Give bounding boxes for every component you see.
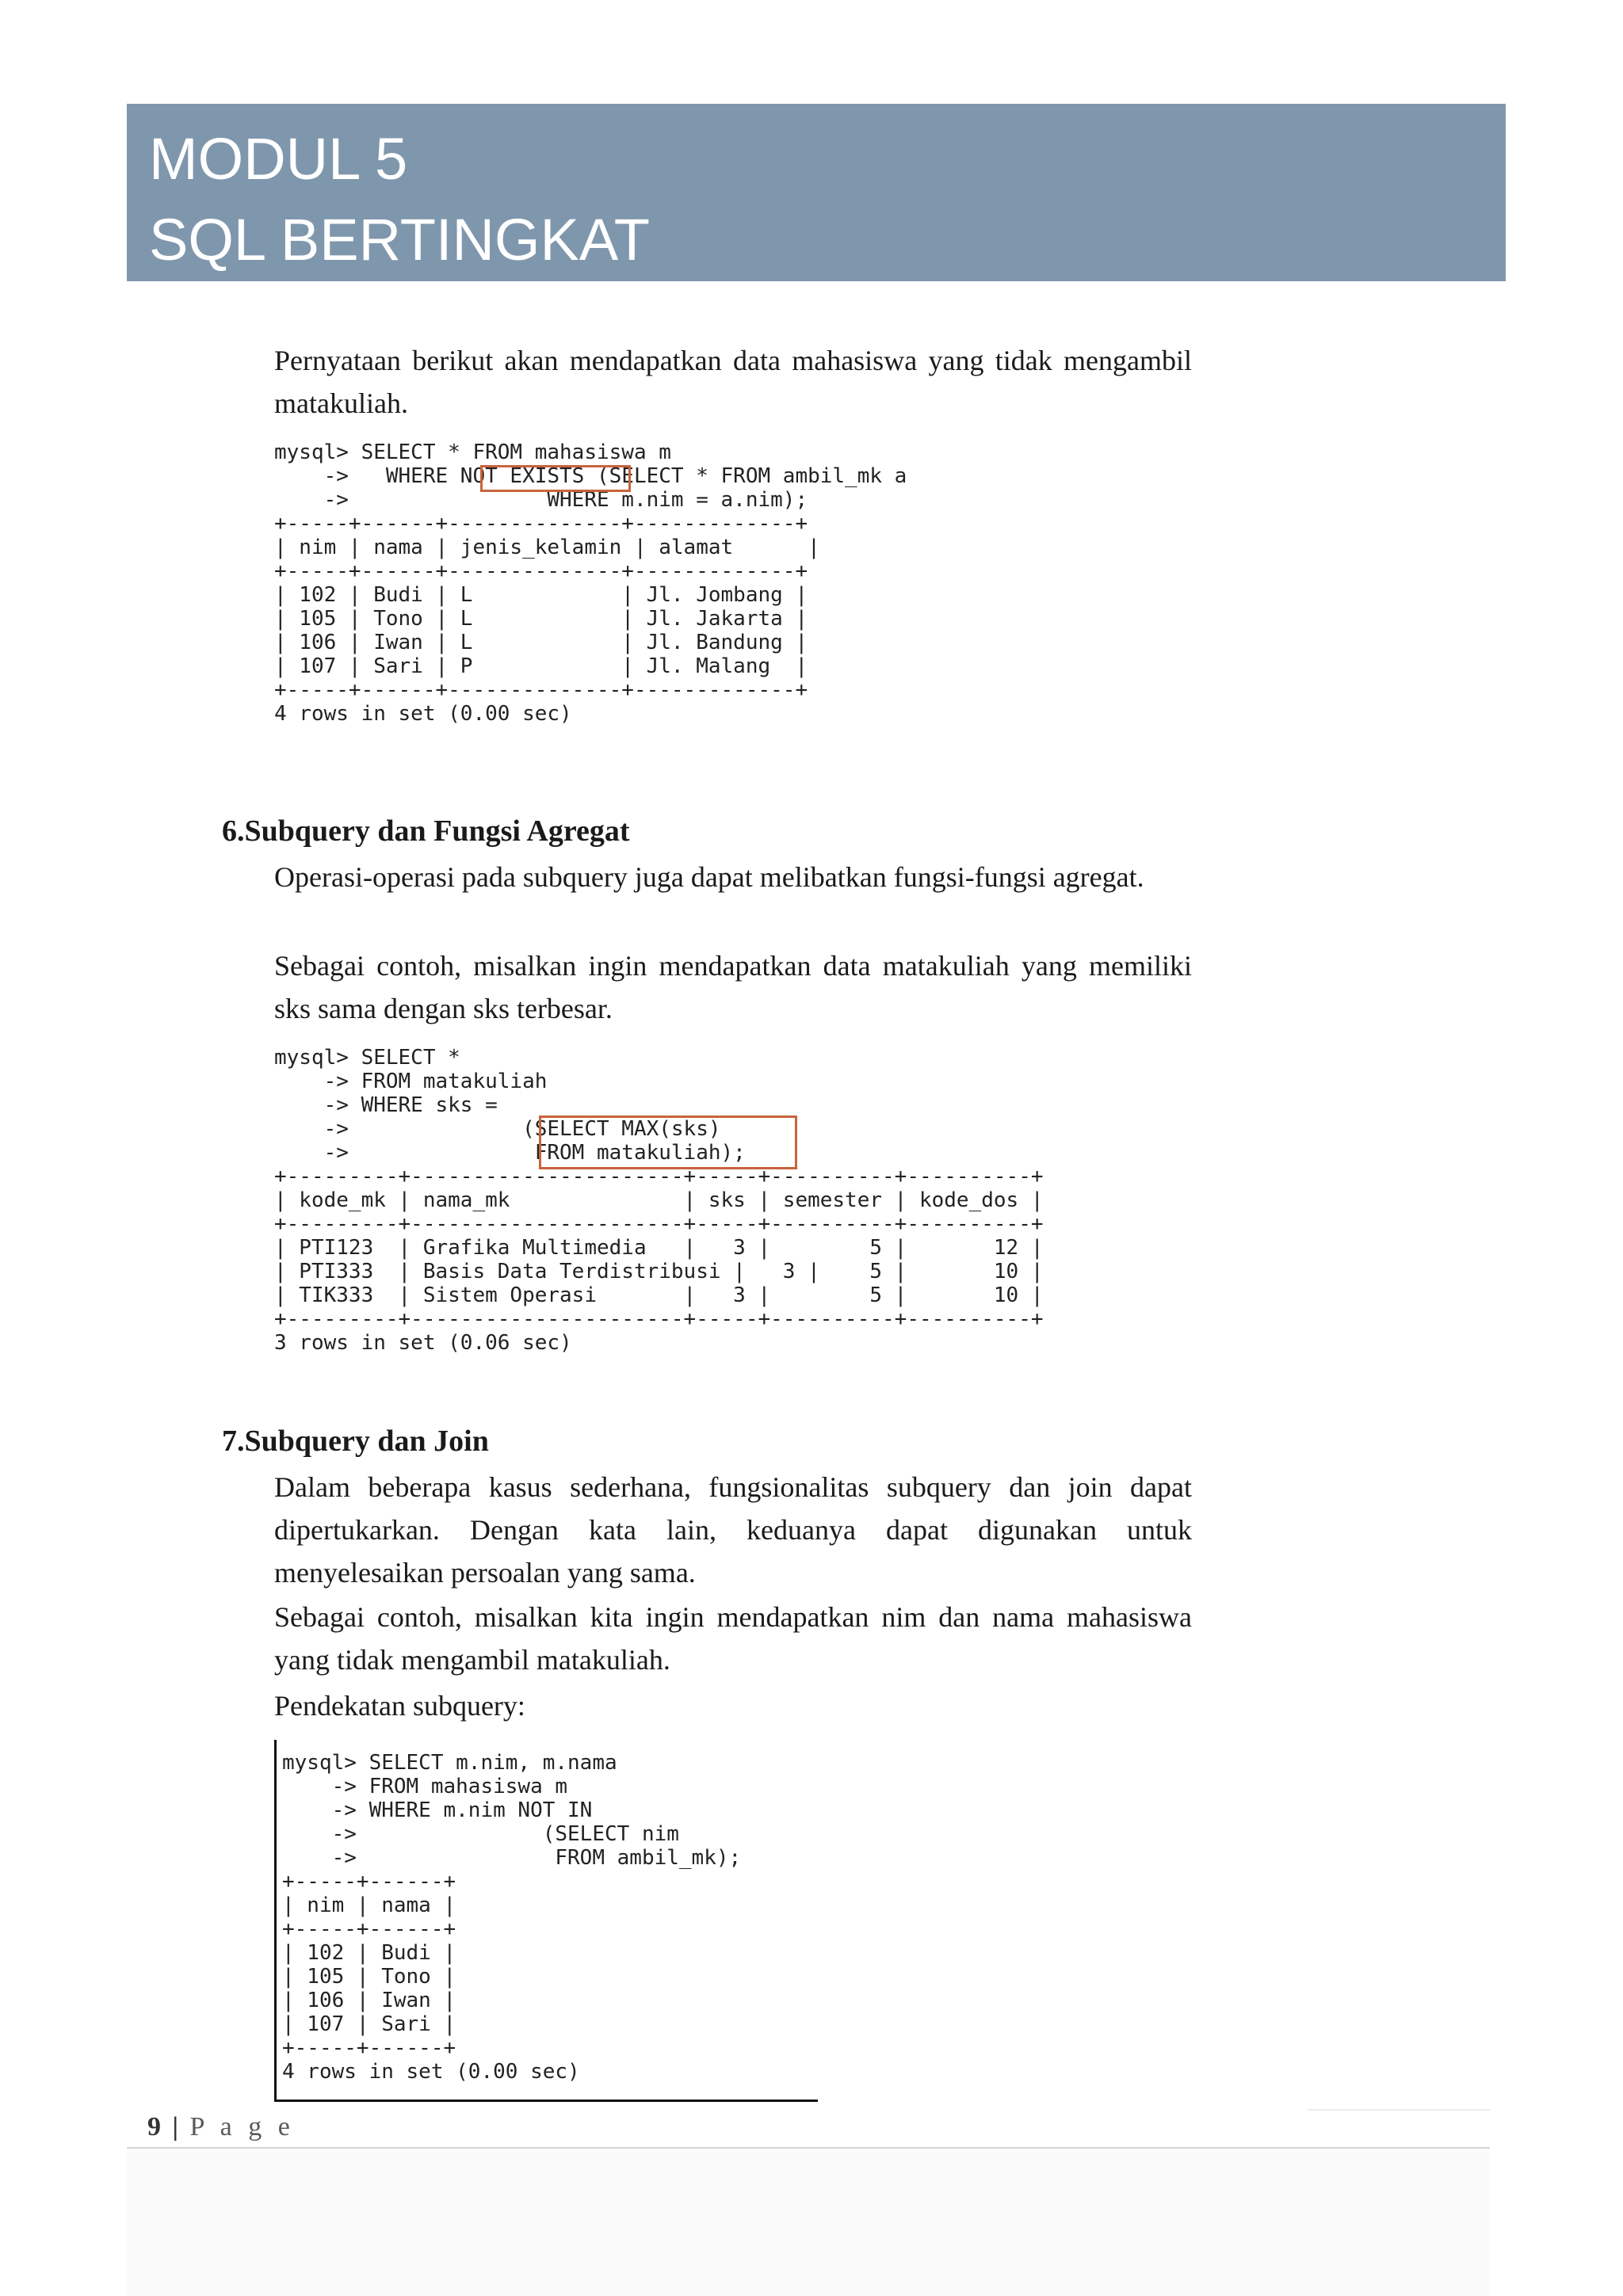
page-number: 9 (147, 2112, 161, 2142)
section6-paragraph-2: Sebagai contoh, misalkan ingin mendapatkan data matakuliah yang memiliki sks sama dengan sks terbesar. (274, 950, 1192, 1024)
page-label: P a g e (189, 2112, 295, 2142)
module-number: MODUL 5 (149, 126, 408, 192)
not-exists-highlight (480, 465, 631, 492)
page-footer (147, 2111, 295, 2144)
intro-paragraph: Pernyataan berikut akan mendapatkan data mahasiswa yang tidak mengambil matakuliah. (274, 345, 1192, 419)
module-title: SQL BERTINGKAT (149, 207, 650, 273)
module-header (127, 104, 1506, 281)
section6-heading: 6.Subquery dan Fungsi Agregat (222, 814, 630, 848)
query1-code: mysql> SELECT * FROM mahasiswa m -> WHERE NOT EXISTS (SELECT * FROM ambil_mk a -> WHERE m.nim = a.nim); +-----+------+--------------+-------------+ | nim | nama | jenis_kelamin | alamat | +-----+------+--------------+-------------+ | 102 | Budi | L | Jl. Jombang | | 105 | Tono | L | Jl. Jakarta | | 106 | Iwan | L | Jl. Bandung | | 107 | Sari | P | Jl. Malang | +-----+------+--------------+-------------+ 4 rows in set (0.00 sec) (274, 441, 907, 726)
section7-paragraph-2: Sebagai contoh, misalkan kita ingin mendapatkan nim dan nama mahasiswa yang tidak mengambil matakuliah. (274, 1601, 1192, 1676)
section7-heading: 7.Subquery dan Join (222, 1425, 489, 1458)
footer-rule-right (1308, 2109, 1490, 2111)
section6-paragraph-1: Operasi-operasi pada subquery juga dapat melibatkan fungsi-fungsi agregat. (274, 861, 1144, 893)
section7-paragraph-1: Dalam beberapa kasus sederhana, fungsionalitas subquery dan join dapat dipertukarkan. Dengan kata lain, keduanya dapat digunakan untuk menyelesaikan persoalan yang sama. (274, 1471, 1192, 1589)
query2-code: mysql> SELECT * -> FROM matakuliah -> WHERE sks = -> (SELECT MAX(sks) -> FROM matakuliah); +---------+----------------------+-----+----------+----------+ | kode_mk | nama_mk | sks | semester | kode_dos | +---------+----------------------+-----+----------+----------+ | PTI123 | Grafika Multimedia | 3 | 5 | 12 | | PTI333 | Basis Data Terdistribusi | 3 | 5 | 10 | | TIK333 | Sistem Operasi | 3 | 5 | 10 | +---------+----------------------+-----+----------+----------+ 3 rows in set (0.06 sec) (274, 1046, 1044, 1355)
section7-paragraph-3: Pendekatan subquery: (274, 1690, 525, 1722)
page-separator: | (172, 2112, 178, 2142)
query3-code: mysql> SELECT m.nim, m.nama -> FROM mahasiswa m -> WHERE m.nim NOT IN -> (SELECT nim -> FROM ambil_mk); +-----+------+ | nim | nama | +-----+------+ | 102 | Budi | | 105 | Tono | | 106 | Iwan | | 107 | Sari | +-----+------+ 4 rows in set (0.00 sec) (282, 1751, 742, 2084)
screenshot-frame-bottom (274, 2100, 818, 2102)
screenshot-frame-left (274, 1740, 277, 2101)
subquery-highlight (539, 1116, 797, 1169)
bottom-margin (127, 2149, 1490, 2296)
